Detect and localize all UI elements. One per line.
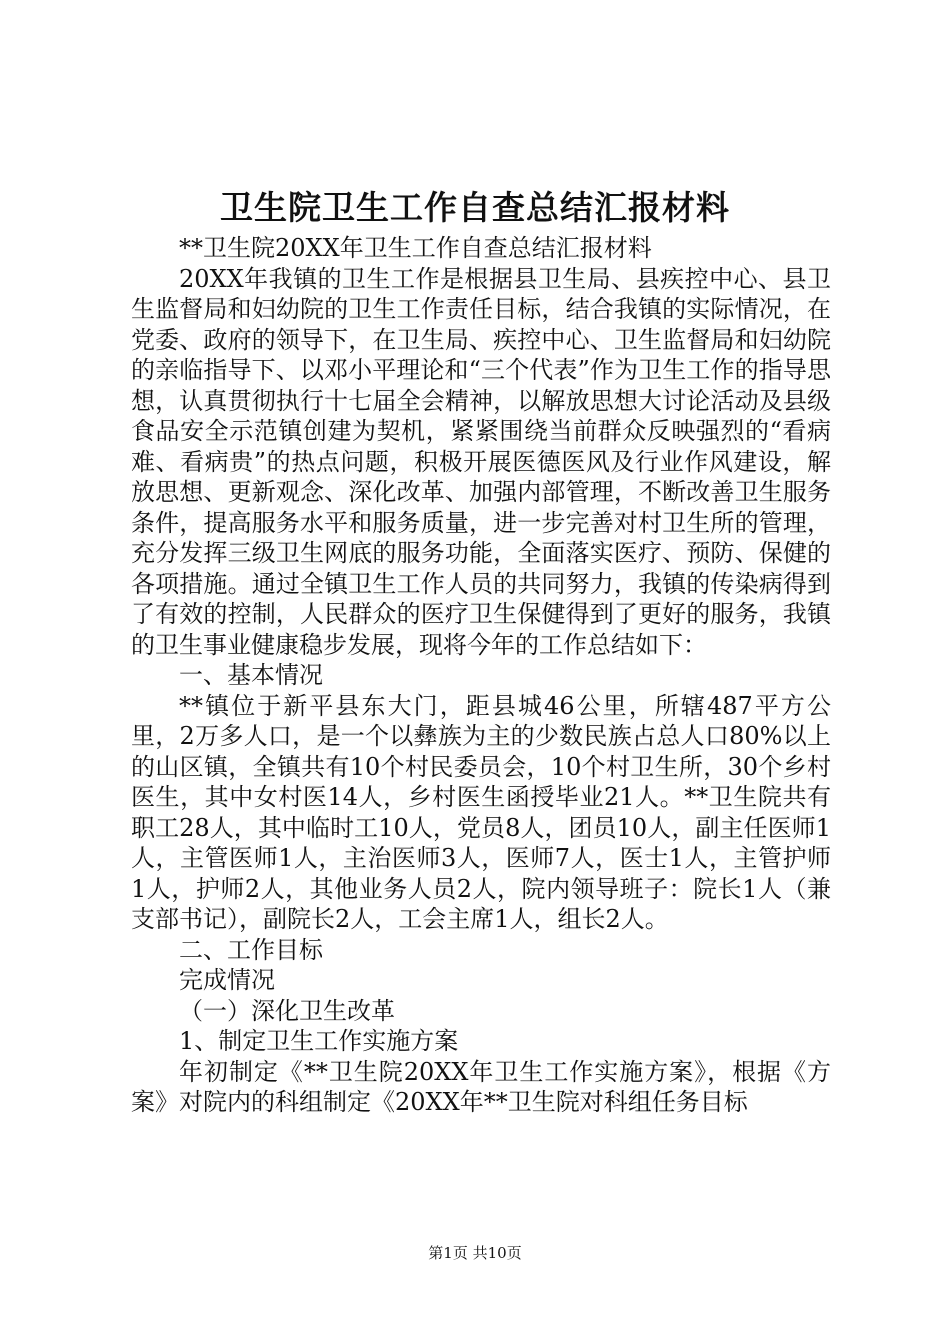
subtitle-paragraph: **卫生院20XX年卫生工作自查总结汇报材料	[179, 234, 652, 262]
document-title: 卫生院卫生工作自查总结汇报材料	[220, 188, 730, 227]
section-heading-work-goals: 二、工作目标	[179, 935, 323, 964]
item-heading-plan: 1、制定卫生工作实施方案	[179, 1027, 459, 1055]
basic-situation-paragraph: **镇位于新平县东大门，距县城46公里，所辖487平方公里，2万多人口，是一个以彝族为主的少数民族占总人口80%以上的山区镇，全镇共有10个村民委员会，10个村卫生所，30个乡村医生，其中女村医14人，乡村医生函授毕业21人。**卫生院共有职工28人，其中临时工10人，党员8人，团员10人，副主任医师1人，主管医师1人，主治医师3人，医师7人，医士1人，主管护师1人，护师2人，其他业务人员2人，院内领导班子：院长1人（兼支部书记），副院长2人，工会主席1人，组长2人。	[131, 691, 831, 933]
plan-paragraph: 年初制定《**卫生院20XX年卫生工作实施方案》，根据《方案》对院内的科组制定《20XX年**卫生院对科组任务目标	[131, 1057, 831, 1116]
subsection-heading-reform: （一）深化卫生改革	[179, 996, 395, 1025]
document-body	[131, 233, 831, 1118]
page-footer: 第1页 共10页	[428, 1244, 522, 1262]
intro-paragraph: 20XX年我镇的卫生工作是根据县卫生局、县疾控中心、县卫生监督局和妇幼院的卫生工作责任目标，结合我镇的实际情况，在党委、政府的领导下，在卫生局、疾控中心、卫生监督局和妇幼院的亲临指导下、以邓小平理论和“三个代表”作为卫生工作的指导思想，认真贯彻执行十七届全会精神，以解放思想大讨论活动及县级食品安全示范镇创建为契机，紧紧围绕当前群众反映强烈的“看病难、看病贵”的热点问题，积极开展医德医风及行业作风建设，解放思想、更新观念、深化改革、加强内部管理，不断改善卫生服务条件，提高服务水平和服务质量，进一步完善对村卫生所的管理，充分发挥三级卫生网底的服务功能，全面落实医疗、预防、保健的各项措施。通过全镇卫生工作人员的共同努力，我镇的传染病得到了有效的控制，人民群众的医疗卫生保健得到了更好的服务，我镇的卫生事业健康稳步发展，现将今年的工作总结如下：	[131, 264, 831, 659]
completion-heading: 完成情况	[179, 966, 275, 994]
section-heading-basic-situation: 一、基本情况	[179, 661, 323, 689]
